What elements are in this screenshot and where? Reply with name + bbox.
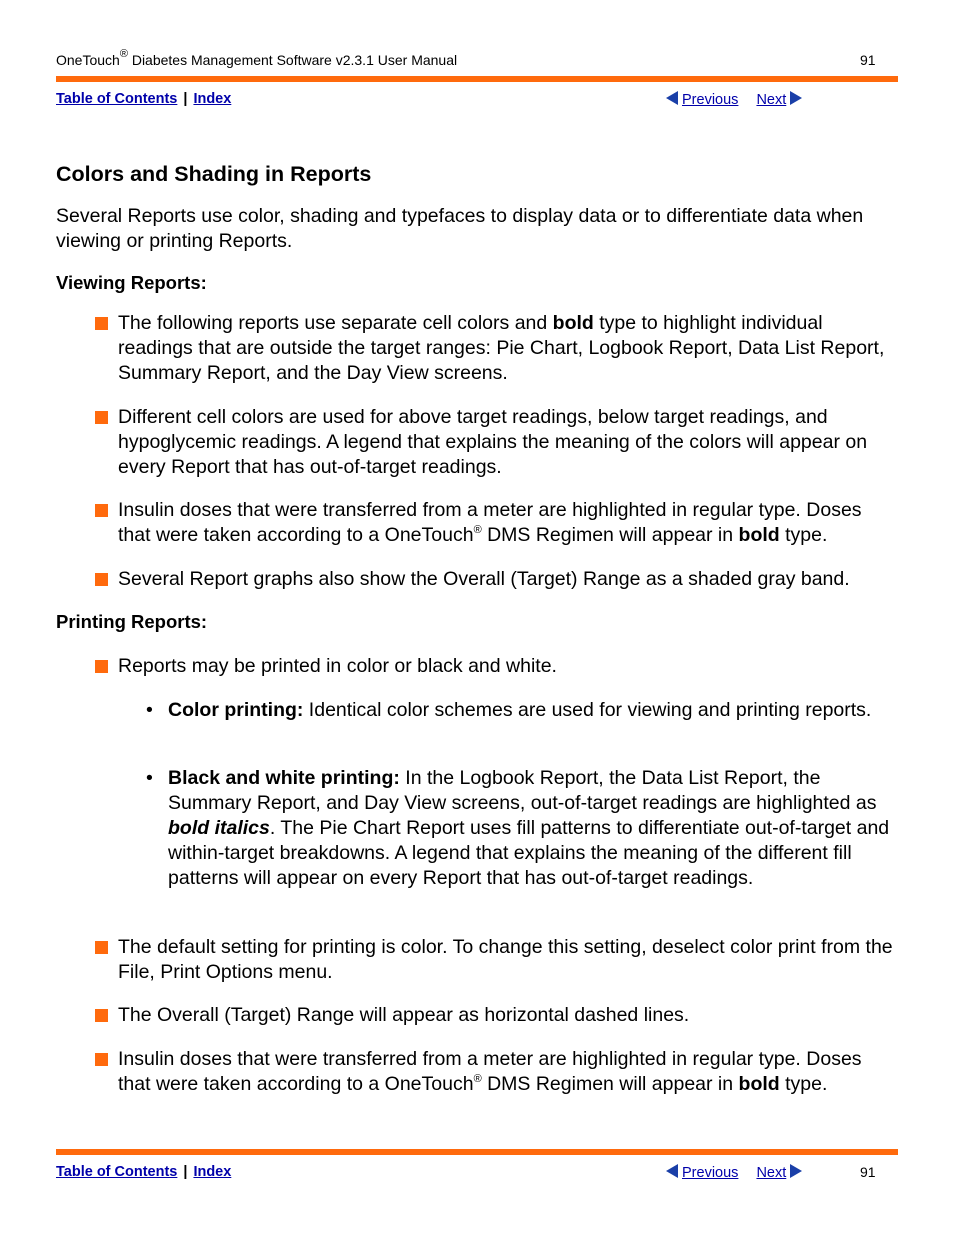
manual-title: OneTouch® Diabetes Management Software v2.3.1 User Manual (56, 48, 458, 68)
orange-square-bullet-icon (95, 1053, 108, 1066)
round-bullet-icon: • (146, 699, 153, 721)
list-item: Insulin doses that were transferred from a meter are highlighted in regular type. Doses that were taken according to a OneTouch® DMS Regimen will appear in bold type. (95, 498, 898, 548)
sub-list-item: • Black and white printing: In the Logbook Report, the Data List Report, the Summary Report, and Day View screens, out-of-target readings are highlighted as bold italics. The Pie Chart Report uses fill patterns to differentiate out-of-target and within-target breakdowns. A legend that explains the meaning of the different fill patterns will appear on every Report that has out-of-target readings. (146, 767, 890, 889)
nav-separator: | (183, 91, 188, 107)
orange-square-bullet-icon (95, 317, 108, 330)
footer-page-number: 91 (860, 1164, 876, 1180)
previous-arrow-icon[interactable] (666, 1164, 678, 1178)
viewing-reports-heading: Viewing Reports: (56, 272, 207, 293)
footer-rule (56, 1149, 898, 1155)
previous-link[interactable]: Previous (682, 1165, 739, 1181)
table-of-contents-link[interactable]: Table of Contents (56, 1164, 178, 1180)
previous-link[interactable]: Previous (682, 92, 739, 108)
list-item: Different cell colors are used for above target readings, below target readings, and hypoglycemic readings. A legend that explains the meaning of the colors will appear on every Report that has out-of-target readings. (95, 405, 898, 480)
orange-square-bullet-icon (95, 1009, 108, 1022)
previous-arrow-icon[interactable] (666, 91, 678, 105)
printing-reports-heading: Printing Reports: (56, 611, 208, 632)
bottom-page-nav (666, 1164, 802, 1181)
next-link[interactable]: Next (756, 92, 787, 108)
orange-square-bullet-icon (95, 941, 108, 954)
orange-square-bullet-icon (95, 660, 108, 673)
next-arrow-icon[interactable] (790, 1164, 802, 1178)
index-link[interactable]: Index (193, 91, 232, 107)
top-nav-links (56, 91, 231, 107)
top-page-nav (666, 91, 802, 108)
round-bullet-icon: • (146, 767, 153, 789)
header-rule (56, 76, 898, 82)
list-item: Several Report graphs also show the Overall (Target) Range as a shaded gray band. (95, 567, 898, 592)
orange-square-bullet-icon (95, 411, 108, 424)
nav-separator: | (183, 1164, 188, 1180)
next-link[interactable]: Next (756, 1165, 787, 1181)
bottom-nav-links (56, 1164, 231, 1180)
orange-square-bullet-icon (95, 504, 108, 517)
next-arrow-icon[interactable] (790, 91, 802, 105)
list-item: The following reports use separate cell colors and bold type to highlight individual readings that are outside the target ranges: Pie Chart, Logbook Report, Data List Report, Summary Report, and the Day View screens. (95, 311, 898, 386)
orange-square-bullet-icon (95, 573, 108, 586)
intro-paragraph: Several Reports use color, shading and typefaces to display data or to differentiate data when viewing or printing Reports. (56, 205, 864, 252)
page-heading: Colors and Shading in Reports (56, 162, 372, 186)
index-link[interactable]: Index (193, 1164, 232, 1180)
sub-list-item: • Color printing: Identical color schemes are used for viewing and printing reports. (146, 699, 872, 721)
list-item: Reports may be printed in color or black and white. (95, 654, 898, 679)
list-item: The default setting for printing is color. To change this setting, deselect color print from the File, Print Options menu. (95, 935, 898, 985)
list-item: Insulin doses that were transferred from a meter are highlighted in regular type. Doses that were taken according to a OneTouch® DMS Regimen will appear in bold type. (95, 1047, 898, 1097)
list-item: The Overall (Target) Range will appear as horizontal dashed lines. (95, 1003, 898, 1028)
table-of-contents-link[interactable]: Table of Contents (56, 91, 178, 107)
page-number: 91 (860, 52, 876, 68)
